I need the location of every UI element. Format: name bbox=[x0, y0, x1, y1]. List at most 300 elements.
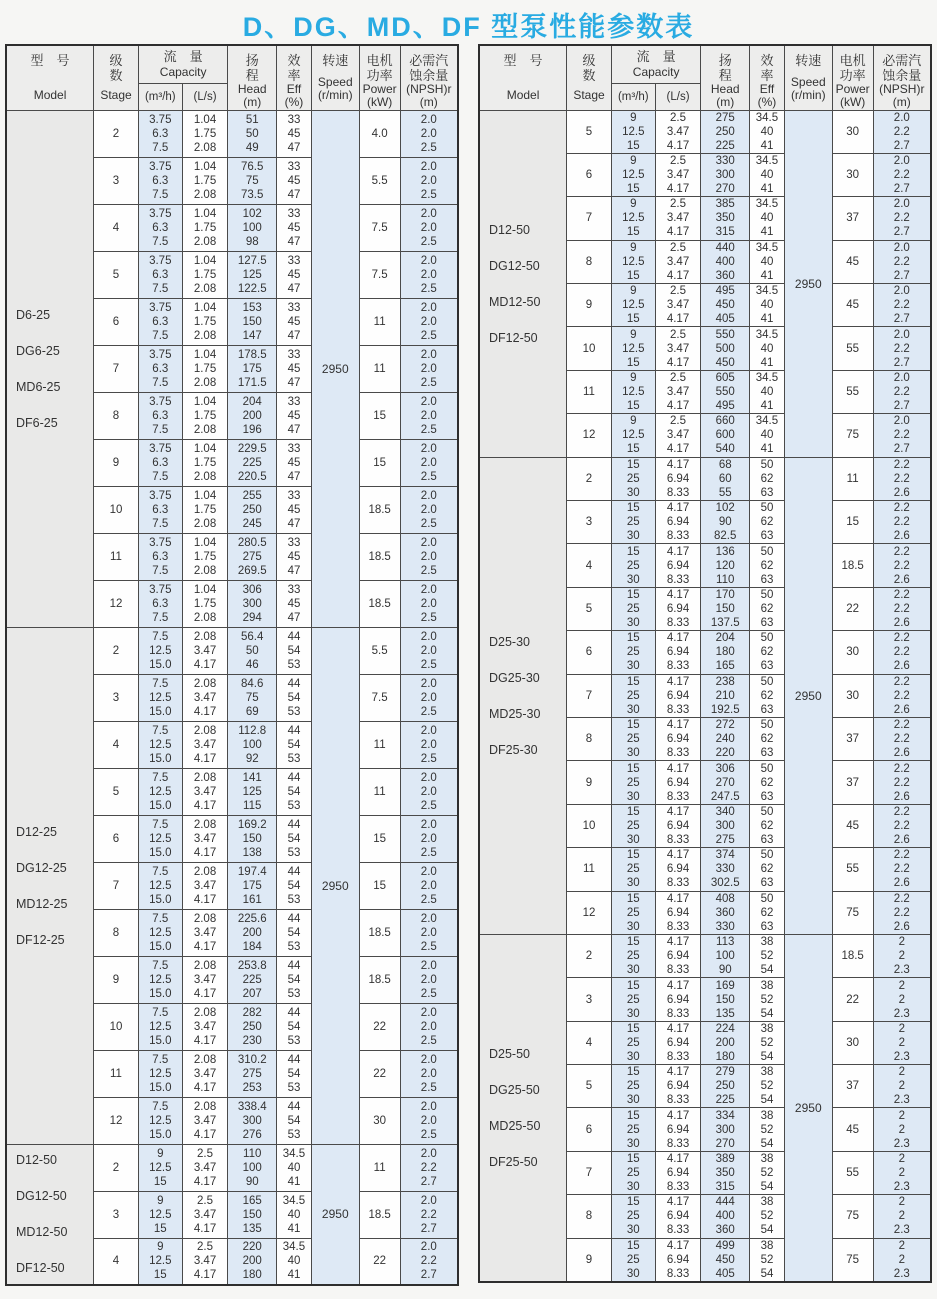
eff-value: 54 bbox=[760, 1050, 774, 1063]
head-cell bbox=[701, 1151, 750, 1194]
eff-value: 54 bbox=[287, 691, 301, 704]
eff-value: 33 bbox=[287, 301, 301, 314]
capacity-ls-value: 2.5 bbox=[670, 328, 687, 341]
eff-value: 54 bbox=[287, 738, 301, 751]
capacity-m3h-value: 25 bbox=[626, 516, 640, 529]
head-cell bbox=[701, 1021, 750, 1064]
capacity-m3h-value: 15 bbox=[626, 936, 640, 949]
capacity-ls-value: 6.94 bbox=[666, 1253, 690, 1266]
eff-value: 38 bbox=[760, 979, 774, 992]
npsh-value: 2.7 bbox=[893, 400, 910, 413]
power-cell: 18.5 bbox=[359, 1191, 400, 1238]
head-value: 150 bbox=[242, 1208, 262, 1221]
capacity-ls-value: 4.17 bbox=[193, 940, 217, 953]
header-power-cn-line: 电机 bbox=[366, 52, 393, 68]
speed-cell: 2950 bbox=[784, 457, 832, 934]
eff-value: 53 bbox=[287, 799, 301, 812]
npsh-value: 2.2 bbox=[893, 502, 910, 515]
capacity-ls-value: 2.08 bbox=[193, 235, 217, 248]
head-cell bbox=[701, 761, 750, 804]
header-speed-en-line: (r/min) bbox=[790, 88, 826, 103]
model-name: D25-50 bbox=[489, 1046, 530, 1061]
stage-cell: 2 bbox=[567, 457, 612, 500]
head-value: 225 bbox=[242, 973, 262, 986]
capacity-m3h-value: 25 bbox=[626, 1080, 640, 1093]
eff-value: 40 bbox=[287, 1255, 301, 1268]
stage-cell: 6 bbox=[567, 631, 612, 674]
head-value: 253.8 bbox=[237, 959, 267, 972]
head-value: 184 bbox=[242, 940, 262, 953]
capacity-ls-cell bbox=[655, 284, 701, 327]
npsh-value: 2.7 bbox=[893, 226, 910, 239]
eff-value: 54 bbox=[287, 832, 301, 845]
npsh-value: 2 bbox=[898, 993, 905, 1006]
npsh-value: 2.0 bbox=[420, 536, 437, 549]
header-speed-en-line: (r/min) bbox=[317, 88, 353, 103]
capacity-m3h-cell bbox=[138, 909, 182, 956]
npsh-value: 2.2 bbox=[893, 516, 910, 529]
head-value: 200 bbox=[242, 926, 262, 939]
eff-cell bbox=[277, 580, 312, 627]
capacity-m3h-value: 9 bbox=[630, 285, 637, 298]
head-value: 141 bbox=[242, 771, 262, 784]
head-value: 240 bbox=[715, 733, 735, 746]
header-eff-en-line: Eff bbox=[286, 81, 302, 96]
npsh-value: 2.0 bbox=[420, 1114, 437, 1127]
npsh-value: 2.2 bbox=[893, 733, 910, 746]
head-value: 100 bbox=[242, 221, 262, 234]
capacity-ls-value: 3.47 bbox=[193, 832, 217, 845]
capacity-ls-cell bbox=[182, 1050, 228, 1097]
head-value: 225 bbox=[715, 139, 735, 152]
capacity-ls-value: 1.04 bbox=[193, 489, 217, 502]
capacity-m3h-cell bbox=[138, 862, 182, 909]
npsh-value: 2.7 bbox=[893, 183, 910, 196]
head-value: 225 bbox=[715, 1094, 735, 1107]
capacity-m3h-cell bbox=[138, 768, 182, 815]
capacity-m3h-value: 12.5 bbox=[149, 1255, 172, 1268]
npsh-value: 2.2 bbox=[420, 1255, 437, 1268]
stage-cell: 11 bbox=[94, 1050, 139, 1097]
eff-value: 54 bbox=[760, 1137, 774, 1150]
eff-value: 53 bbox=[287, 1081, 301, 1094]
eff-cell bbox=[750, 153, 785, 196]
npsh-value: 2.5 bbox=[420, 423, 437, 436]
head-value: 90 bbox=[718, 516, 732, 529]
head-value: 127.5 bbox=[237, 254, 267, 267]
stage-cell: 8 bbox=[94, 392, 139, 439]
npsh-value: 2.0 bbox=[893, 111, 910, 124]
capacity-m3h-value: 6.3 bbox=[152, 503, 169, 516]
npsh-value: 2.2 bbox=[893, 762, 910, 775]
stage-cell: 7 bbox=[94, 862, 139, 909]
model-name: D12-50 bbox=[489, 222, 530, 237]
npsh-value: 2.5 bbox=[420, 517, 437, 530]
capacity-m3h-cell bbox=[611, 110, 655, 153]
head-value: 315 bbox=[715, 1181, 735, 1194]
capacity-m3h-value: 15 bbox=[626, 269, 640, 282]
npsh-value: 2 bbox=[898, 1066, 905, 1079]
tables-container bbox=[0, 44, 937, 1286]
capacity-ls-value: 6.94 bbox=[666, 863, 690, 876]
capacity-ls-value: 2.08 bbox=[193, 188, 217, 201]
head-value: 300 bbox=[242, 1114, 262, 1127]
head-value: 330 bbox=[715, 863, 735, 876]
npsh-value: 2.3 bbox=[893, 1181, 910, 1194]
npsh-value: 2.5 bbox=[420, 846, 437, 859]
stage-cell: 4 bbox=[94, 1238, 139, 1285]
npsh-cell bbox=[400, 862, 458, 909]
npsh-value: 2.0 bbox=[420, 174, 437, 187]
head-value: 192.5 bbox=[710, 703, 740, 716]
npsh-value: 2.0 bbox=[420, 268, 437, 281]
capacity-m3h-value: 25 bbox=[626, 950, 640, 963]
header-stage-en bbox=[567, 89, 611, 103]
header-npsh-cn bbox=[401, 53, 457, 83]
capacity-m3h-value: 25 bbox=[626, 863, 640, 876]
npsh-value: 2.2 bbox=[893, 299, 910, 312]
head-value: 204 bbox=[715, 632, 735, 645]
npsh-value: 2.5 bbox=[420, 940, 437, 953]
eff-value: 47 bbox=[287, 188, 301, 201]
eff-value: 33 bbox=[287, 113, 301, 126]
capacity-ls-cell bbox=[655, 587, 701, 630]
capacity-m3h-cell bbox=[611, 1108, 655, 1151]
capacity-m3h-value: 25 bbox=[626, 776, 640, 789]
eff-cell bbox=[277, 204, 312, 251]
capacity-ls-value: 4.17 bbox=[666, 458, 690, 471]
npsh-value: 2.0 bbox=[420, 959, 437, 972]
header-capacity-cn-line: 流 量 bbox=[163, 49, 203, 64]
capacity-ls-value: 3.47 bbox=[193, 1161, 217, 1174]
head-cell bbox=[701, 457, 750, 500]
header-head-en-line: (m) bbox=[243, 95, 262, 110]
eff-cell bbox=[750, 891, 785, 934]
npsh-cell bbox=[873, 240, 931, 283]
head-value: 102 bbox=[715, 502, 735, 515]
eff-value: 33 bbox=[287, 442, 301, 455]
eff-value: 38 bbox=[760, 1066, 774, 1079]
header-model-labels bbox=[480, 49, 566, 107]
eff-value: 50 bbox=[760, 849, 774, 862]
power-cell: 15 bbox=[359, 439, 400, 486]
power-cell: 37 bbox=[832, 717, 873, 760]
npsh-cell bbox=[400, 1097, 458, 1144]
head-cell bbox=[228, 157, 277, 204]
capacity-m3h-value: 25 bbox=[626, 1253, 640, 1266]
stage-cell: 10 bbox=[567, 327, 612, 370]
eff-cell bbox=[277, 674, 312, 721]
head-value: 113 bbox=[716, 936, 735, 949]
head-value: 306 bbox=[715, 762, 735, 775]
capacity-m3h-value: 6.3 bbox=[152, 409, 169, 422]
eff-cell bbox=[277, 862, 312, 909]
header-capacity-cn bbox=[139, 49, 227, 64]
capacity-ls-value: 8.33 bbox=[666, 1094, 690, 1107]
npsh-value: 2.6 bbox=[893, 530, 910, 543]
capacity-m3h-value: 7.5 bbox=[152, 912, 169, 925]
head-value: 220.5 bbox=[237, 470, 267, 483]
capacity-m3h-value: 25 bbox=[626, 1123, 640, 1136]
capacity-ls-cell bbox=[655, 674, 701, 717]
eff-value: 34.5 bbox=[755, 241, 779, 254]
npsh-cell bbox=[400, 533, 458, 580]
capacity-ls-cell bbox=[655, 457, 701, 500]
eff-value: 62 bbox=[760, 602, 774, 615]
capacity-m3h-value: 15 bbox=[626, 226, 640, 239]
capacity-ls-value: 3.47 bbox=[666, 212, 690, 225]
stage-cell: 9 bbox=[567, 761, 612, 804]
capacity-ls-cell bbox=[182, 909, 228, 956]
capacity-ls-value: 2.08 bbox=[193, 376, 217, 389]
capacity-m3h-value: 12.5 bbox=[149, 973, 172, 986]
capacity-m3h-value: 30 bbox=[626, 1137, 640, 1150]
model-name: DF6-25 bbox=[16, 415, 58, 430]
capacity-ls-cell bbox=[182, 768, 228, 815]
capacity-m3h-value: 15 bbox=[626, 892, 640, 905]
eff-value: 50 bbox=[760, 545, 774, 558]
head-value: 90 bbox=[718, 964, 732, 977]
capacity-m3h-value: 12.5 bbox=[622, 212, 645, 225]
head-value: 100 bbox=[242, 738, 262, 751]
header-power-cn-line: 电机 bbox=[839, 52, 866, 68]
npsh-value: 2 bbox=[898, 1167, 905, 1180]
header-head-en bbox=[701, 83, 749, 110]
capacity-m3h-value: 3.75 bbox=[149, 254, 172, 267]
capacity-ls-value: 8.33 bbox=[666, 703, 690, 716]
eff-value: 45 bbox=[287, 362, 301, 375]
npsh-value: 2.0 bbox=[893, 285, 910, 298]
head-value: 450 bbox=[715, 1253, 735, 1266]
capacity-ls-value: 8.33 bbox=[666, 1050, 690, 1063]
capacity-m3h-value: 12.5 bbox=[149, 1067, 172, 1080]
eff-value: 62 bbox=[760, 819, 774, 832]
header-npsh-en-line: (NPSH)r bbox=[406, 81, 452, 96]
stage-cell: 8 bbox=[567, 1195, 612, 1238]
eff-value: 44 bbox=[287, 630, 301, 643]
head-value: 165 bbox=[242, 1194, 262, 1207]
power-cell: 11 bbox=[359, 298, 400, 345]
npsh-value: 2.2 bbox=[420, 1208, 437, 1221]
header-stage-cn-line: 级 bbox=[582, 52, 596, 68]
eff-value: 33 bbox=[287, 583, 301, 596]
stage-cell: 3 bbox=[567, 501, 612, 544]
head-value: 92 bbox=[245, 752, 259, 765]
eff-cell bbox=[277, 392, 312, 439]
capacity-m3h-value: 25 bbox=[626, 472, 640, 485]
power-cell: 7.5 bbox=[359, 251, 400, 298]
capacity-m3h-cell bbox=[138, 298, 182, 345]
model-cell bbox=[479, 457, 567, 934]
power-cell: 45 bbox=[832, 240, 873, 283]
head-value: 180 bbox=[242, 1269, 262, 1282]
capacity-ls-value: 1.04 bbox=[193, 395, 217, 408]
npsh-value: 2.7 bbox=[420, 1222, 437, 1235]
head-cell bbox=[701, 1108, 750, 1151]
npsh-cell bbox=[873, 284, 931, 327]
header-speed-cn-line: 转速 bbox=[795, 52, 822, 68]
capacity-m3h-value: 30 bbox=[626, 877, 640, 890]
capacity-ls-cell bbox=[182, 580, 228, 627]
model-name: DF25-50 bbox=[489, 1154, 538, 1169]
capacity-ls-value: 2.08 bbox=[193, 470, 217, 483]
npsh-value: 2 bbox=[898, 1210, 905, 1223]
capacity-ls-value: 2.08 bbox=[193, 959, 217, 972]
head-value: 200 bbox=[242, 409, 262, 422]
capacity-m3h-value: 7.5 bbox=[152, 282, 169, 295]
header-stage-cn bbox=[94, 53, 138, 83]
model-name: D12-50 bbox=[16, 1153, 57, 1168]
capacity-ls-value: 6.94 bbox=[666, 602, 690, 615]
capacity-ls-cell bbox=[182, 439, 228, 486]
header-npsh bbox=[873, 45, 931, 110]
capacity-ls-value: 8.33 bbox=[666, 1267, 690, 1280]
header-power-en bbox=[833, 83, 873, 110]
eff-value: 41 bbox=[760, 443, 774, 456]
npsh-value: 2.6 bbox=[893, 616, 910, 629]
stage-cell: 3 bbox=[94, 157, 139, 204]
stage-cell: 9 bbox=[94, 439, 139, 486]
capacity-ls-value: 6.94 bbox=[666, 1080, 690, 1093]
head-value: 389 bbox=[715, 1153, 735, 1166]
capacity-m3h-cell bbox=[138, 956, 182, 1003]
eff-value: 63 bbox=[760, 616, 774, 629]
header-model-cn-line: 型 号 bbox=[30, 52, 70, 68]
capacity-ls-value: 4.17 bbox=[666, 1153, 690, 1166]
eff-value: 54 bbox=[760, 964, 774, 977]
capacity-m3h-value: 15 bbox=[626, 313, 640, 326]
capacity-m3h-value: 12.5 bbox=[622, 299, 645, 312]
model-name: DF12-50 bbox=[489, 330, 538, 345]
header-head-cn bbox=[701, 53, 749, 83]
eff-value: 50 bbox=[760, 588, 774, 601]
capacity-m3h-cell bbox=[611, 457, 655, 500]
power-cell: 30 bbox=[832, 674, 873, 717]
head-value: 138 bbox=[242, 846, 262, 859]
eff-value: 53 bbox=[287, 1128, 301, 1141]
capacity-m3h-value: 15 bbox=[626, 400, 640, 413]
stage-cell: 11 bbox=[567, 370, 612, 413]
capacity-m3h-value: 30 bbox=[626, 1224, 640, 1237]
capacity-ls-value: 4.17 bbox=[666, 632, 690, 645]
power-cell: 11 bbox=[359, 1144, 400, 1191]
eff-value: 38 bbox=[760, 936, 774, 949]
npsh-value: 2.0 bbox=[420, 1006, 437, 1019]
npsh-cell bbox=[873, 1108, 931, 1151]
capacity-ls-cell bbox=[182, 157, 228, 204]
npsh-value: 2.2 bbox=[893, 458, 910, 471]
capacity-ls-value: 8.33 bbox=[666, 616, 690, 629]
capacity-ls-value: 2.08 bbox=[193, 1006, 217, 1019]
capacity-ls-value: 2.08 bbox=[193, 865, 217, 878]
capacity-m3h-value: 7.5 bbox=[152, 771, 169, 784]
model-name: DG25-30 bbox=[489, 670, 540, 685]
npsh-value: 2.0 bbox=[893, 241, 910, 254]
capacity-m3h-value: 12.5 bbox=[622, 125, 645, 138]
eff-value: 40 bbox=[760, 169, 774, 182]
power-cell: 37 bbox=[832, 1065, 873, 1108]
capacity-m3h-cell bbox=[611, 1065, 655, 1108]
capacity-m3h-value: 30 bbox=[626, 833, 640, 846]
header-head-labels bbox=[228, 49, 276, 110]
npsh-value: 2.6 bbox=[893, 877, 910, 890]
eff-value: 63 bbox=[760, 486, 774, 499]
eff-value: 41 bbox=[287, 1269, 301, 1282]
capacity-ls-value: 1.04 bbox=[193, 207, 217, 220]
power-cell: 18.5 bbox=[359, 909, 400, 956]
npsh-value: 2.2 bbox=[893, 892, 910, 905]
capacity-m3h-value: 30 bbox=[626, 486, 640, 499]
capacity-m3h-value: 15.0 bbox=[149, 705, 172, 718]
npsh-value: 2.2 bbox=[893, 342, 910, 355]
capacity-ls-value: 8.33 bbox=[666, 1007, 690, 1020]
power-cell: 37 bbox=[832, 761, 873, 804]
capacity-m3h-value: 7.5 bbox=[152, 630, 169, 643]
table-header bbox=[6, 45, 458, 110]
stage-cell: 7 bbox=[567, 674, 612, 717]
eff-cell bbox=[750, 327, 785, 370]
eff-value: 52 bbox=[760, 1080, 774, 1093]
npsh-cell bbox=[873, 1195, 931, 1238]
capacity-ls-value: 6.94 bbox=[666, 1210, 690, 1223]
npsh-cell bbox=[400, 580, 458, 627]
npsh-cell bbox=[873, 457, 931, 500]
power-cell: 75 bbox=[832, 1238, 873, 1282]
npsh-value: 2.0 bbox=[420, 395, 437, 408]
model-name: D12-25 bbox=[16, 824, 57, 839]
header-speed bbox=[784, 45, 832, 110]
npsh-cell bbox=[873, 1238, 931, 1282]
stage-cell: 8 bbox=[567, 717, 612, 760]
eff-cell bbox=[750, 284, 785, 327]
capacity-m3h-value: 9 bbox=[630, 111, 637, 124]
capacity-ls-cell bbox=[655, 761, 701, 804]
head-value: 250 bbox=[715, 1080, 735, 1093]
eff-value: 62 bbox=[760, 516, 774, 529]
head-value: 499 bbox=[715, 1239, 735, 1252]
head-value: 200 bbox=[715, 1036, 735, 1049]
capacity-m3h-value: 12.5 bbox=[622, 169, 645, 182]
npsh-cell bbox=[873, 1065, 931, 1108]
npsh-value: 2.6 bbox=[893, 573, 910, 586]
npsh-value: 2.5 bbox=[420, 1034, 437, 1047]
model-name: DG12-50 bbox=[16, 1189, 67, 1204]
npsh-value: 2.2 bbox=[893, 906, 910, 919]
header-eff-labels bbox=[277, 49, 311, 110]
npsh-value: 2.0 bbox=[420, 724, 437, 737]
capacity-m3h-value: 25 bbox=[626, 906, 640, 919]
head-value: 110 bbox=[243, 1147, 262, 1160]
head-cell bbox=[228, 580, 277, 627]
head-cell bbox=[701, 848, 750, 891]
capacity-m3h-value: 7.5 bbox=[152, 423, 169, 436]
eff-cell bbox=[277, 956, 312, 1003]
header-stage-cn-line: 数 bbox=[582, 67, 596, 83]
head-value: 550 bbox=[715, 386, 735, 399]
head-value: 100 bbox=[242, 1161, 262, 1174]
stage-cell: 5 bbox=[567, 1065, 612, 1108]
eff-cell bbox=[277, 815, 312, 862]
capacity-m3h-value: 15 bbox=[153, 1175, 167, 1188]
head-value: 270 bbox=[715, 183, 735, 196]
capacity-m3h-value: 15 bbox=[626, 979, 640, 992]
model-name: DF12-25 bbox=[16, 932, 65, 947]
header-row bbox=[6, 45, 458, 83]
head-value: 238 bbox=[715, 675, 735, 688]
capacity-ls-value: 4.17 bbox=[666, 1066, 690, 1079]
model-name: MD12-50 bbox=[16, 1225, 68, 1240]
npsh-cell bbox=[873, 414, 931, 457]
